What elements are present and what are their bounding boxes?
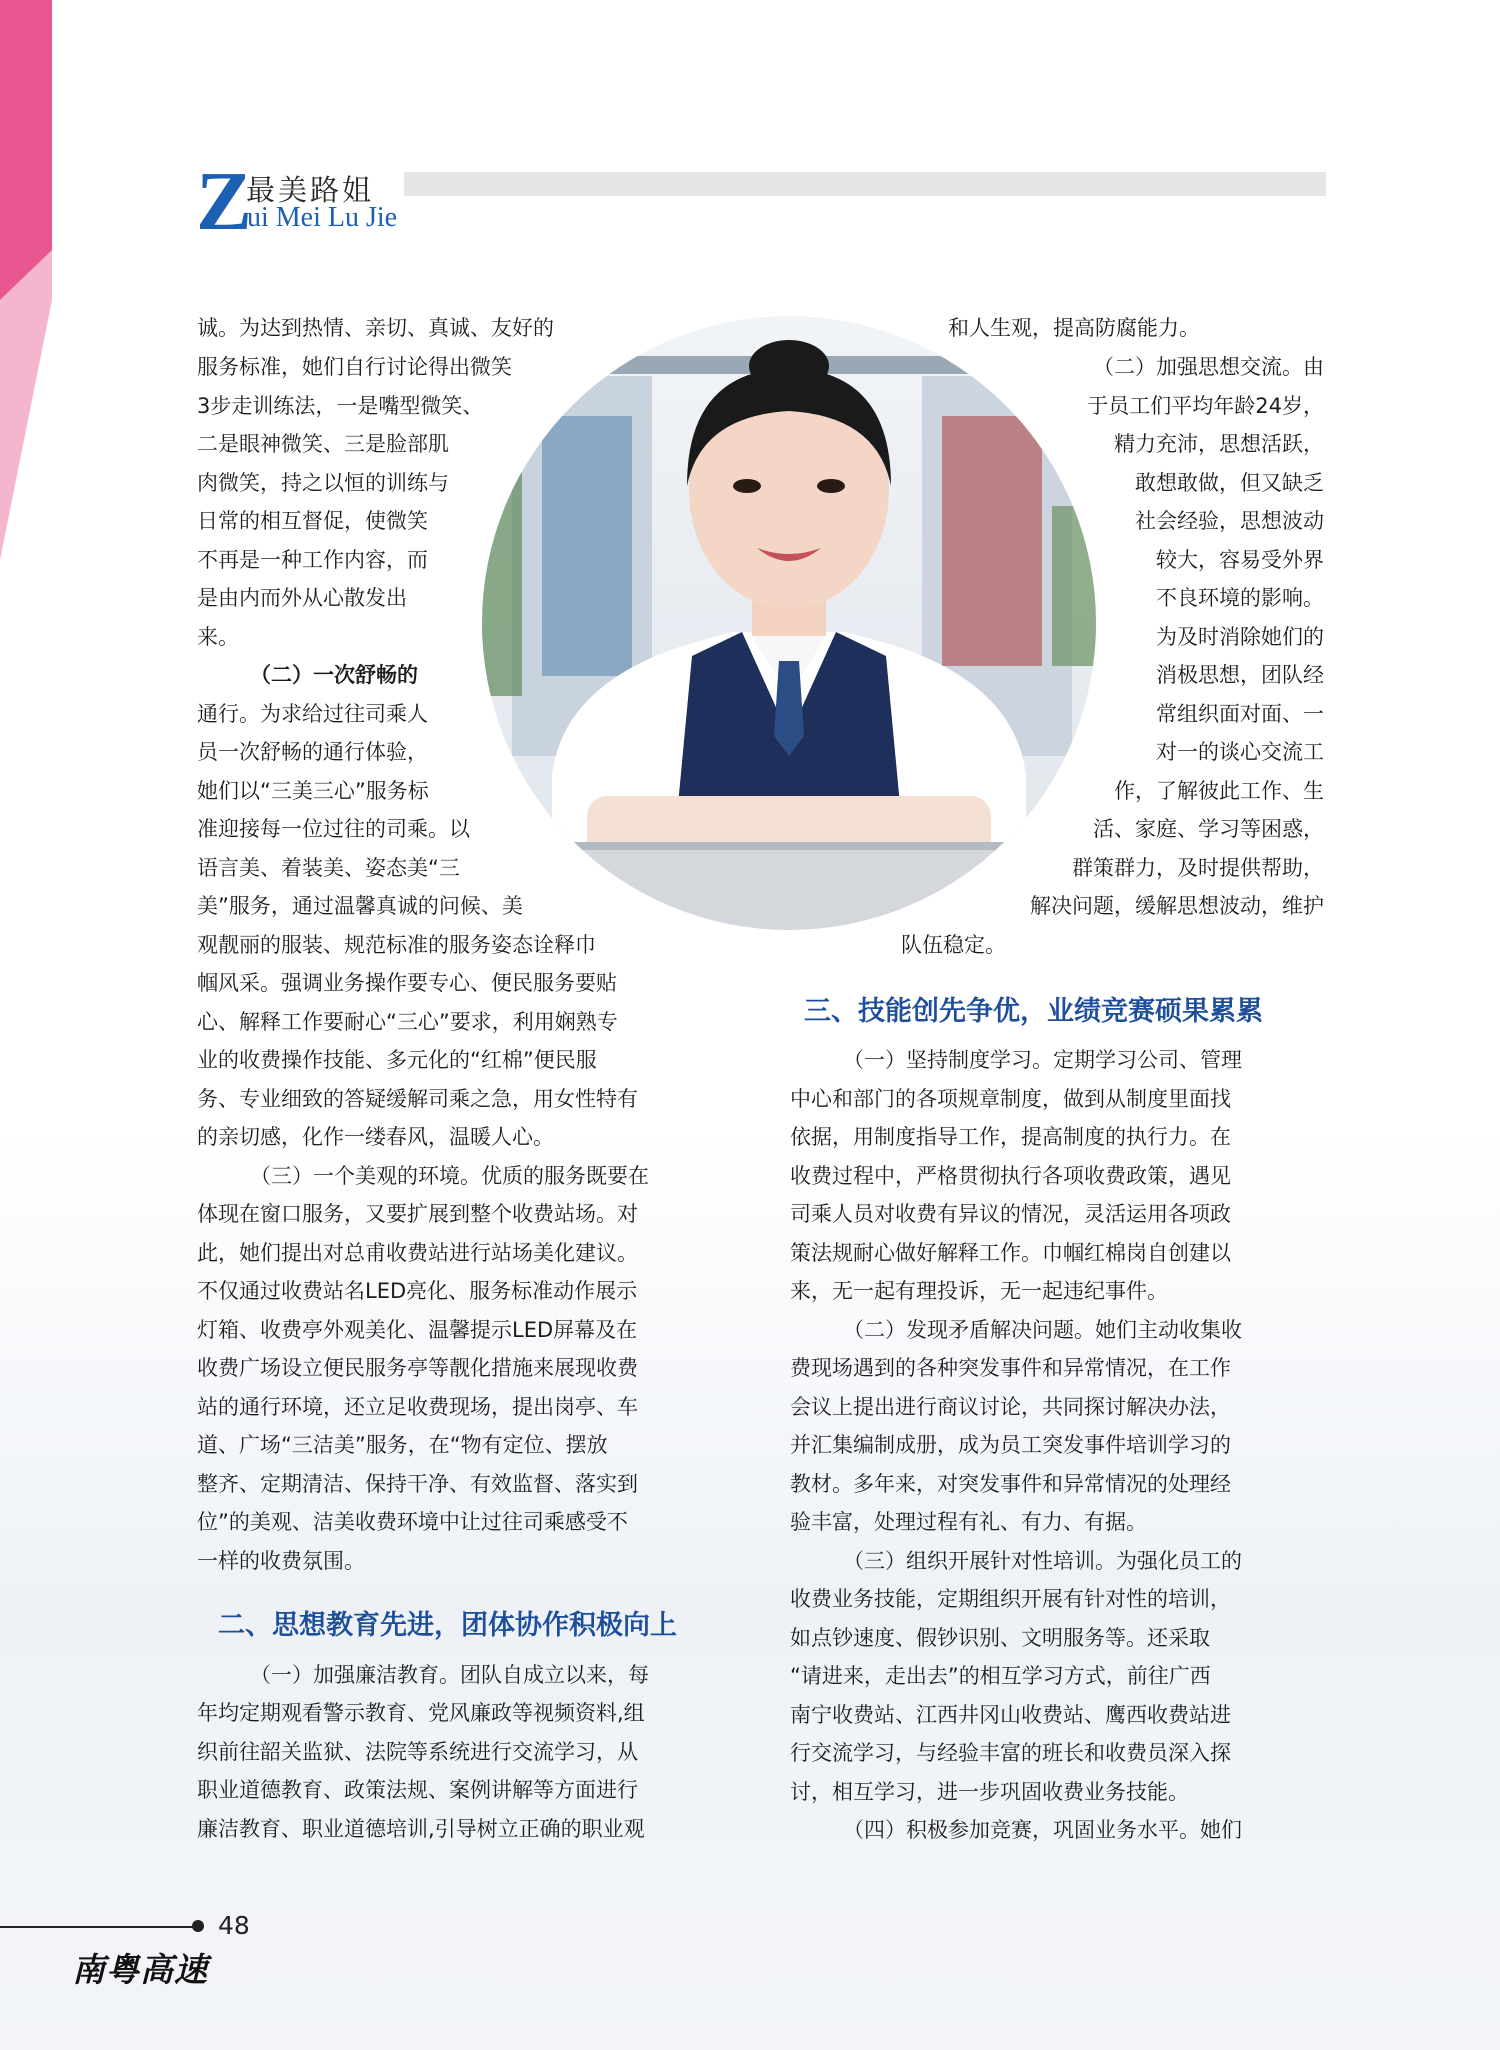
text-line: 道、广场“三洁美”服务，在“物有定位、摆放 [197,1433,608,1457]
text-line: 观靓丽的服装、规范标准的服务姿态诠释巾 [197,933,596,957]
text-line: 灯箱、收费亭外观美化、温馨提示LED屏幕及在 [197,1318,638,1342]
magazine-logo: 南粤高速 [72,1950,208,1989]
section-heading: 三、技能创先争优，业绩竞赛硕果累累 [804,996,1263,1027]
text-line: 司乘人员对收费有异议的情况，灵活运用各项政 [790,1202,1231,1226]
text-line: 诚。为达到热情、亲切、真诚、友好的 [197,316,554,340]
text-line: 准迎接每一位过往的司乘。以 [197,817,470,841]
text-line: 如点钞速度、假钞识别、文明服务等。还采取 [790,1626,1210,1650]
pink-ribbon-decoration [0,0,60,560]
text-line: 不良环境的影响。 [1156,586,1324,610]
text-line: 并汇集编制成册，成为员工突发事件培训学习的 [790,1433,1231,1457]
text-line: 验丰富，处理过程有礼、有力、有据。 [790,1510,1147,1534]
text-line: 解决问题，缓解思想波动，维护 [1030,894,1324,918]
text-line: 年均定期观看警示教育、党风廉政等视频资料,组 [197,1701,645,1725]
text-line: 敢想敢做，但又缺乏 [1135,471,1324,495]
text-line: 位”的美观、洁美收费环境中让过往司乘感受不 [197,1510,628,1534]
text-line: 职业道德教育、政策法规、案例讲解等方面进行 [197,1778,638,1802]
text-line: （四）积极参加竞赛，巩固业务水平。她们 [843,1818,1242,1842]
text-line: 帼风采。强调业务操作要专心、便民服务要贴 [197,971,617,995]
text-line: “请进来，走出去”的相互学习方式，前往广西 [790,1664,1211,1688]
header-title-en: ui Mei Lu Jie [247,202,398,233]
column-header [196,155,1326,248]
subheading-line: （二）一次舒畅的 [250,663,418,687]
text-line: 务、专业细致的答疑缓解司乘之急，用女性特有 [197,1087,638,1111]
text-line: 来，无一起有理投诉，无一起违纪事件。 [790,1279,1168,1303]
text-line: 是由内而外从心散发出 [197,586,407,610]
text-line: 服务标准，她们自行讨论得出微笑 [197,355,512,379]
text-line: 对一的谈心交流工 [1156,740,1324,764]
text-line: 讨，相互学习，进一步巩固收费业务技能。 [790,1780,1189,1804]
text-line: 收费过程中，严格贯彻执行各项收费政策，遇见 [790,1164,1231,1188]
text-line: 精力充沛，思想活跃， [1114,432,1324,456]
text-line: 整齐、定期清洁、保持干净、有效监督、落实到 [197,1472,638,1496]
text-line: 体现在窗口服务，又要扩展到整个收费站场。对 [197,1202,638,1226]
text-line: 语言美、着装美、姿态美“三 [197,856,460,880]
page-number: 48 [218,1911,250,1940]
text-line: 消极思想，团队经 [1156,663,1324,687]
text-line: 费现场遇到的各种突发事件和异常情况，在工作 [790,1356,1231,1380]
text-line: 收费广场设立便民服务亭等靓化措施来展现收费 [197,1356,638,1380]
header-title-zh: 最美路姐 [246,173,375,207]
text-line: 美”服务，通过温馨真诚的问候、美 [197,894,523,918]
text-line: 不再是一种工作内容，而 [197,548,428,572]
subheading-line: （二）发现矛盾解决问题。她们主动收集收 [843,1318,1242,1342]
text-line: 会议上提出进行商议讨论，共同探讨解决办法， [790,1395,1231,1419]
text-line: 策法规耐心做好解释工作。巾帼红棉岗自创建以 [790,1241,1231,1265]
text-line: 通行。为求给过往司乘人 [197,702,428,726]
subheading-line: （二）加强思想交流。由 [1093,355,1324,379]
text-line: 于员工们平均年龄24岁， [1087,394,1324,418]
subheading-line: （三）一个美观的环境。优质的服务既要在 [250,1164,649,1188]
text-line: 日常的相互督促，使微笑 [197,509,428,533]
text-line: 肉微笑，持之以恒的训练与 [197,471,449,495]
text-line: 社会经验，思想波动 [1135,509,1324,533]
text-line: 依据，用制度指导工作，提高制度的执行力。在 [790,1125,1231,1149]
text-line: 站的通行环境，还立足收费现场，提出岗亭、车 [197,1395,638,1419]
subheading-line: （三）组织开展针对性培训。为强化员工的 [843,1549,1242,1573]
text-line: 中心和部门的各项规章制度，做到从制度里面找 [790,1087,1231,1111]
text-line: 3步走训练法，一是嘴型微笑、 [197,394,484,418]
subheading-line: （一）坚持制度学习。定期学习公司、管理 [843,1048,1242,1072]
text-line: 二是眼神微笑、三是脸部肌 [197,432,449,456]
header-initial: Z [196,155,253,248]
footer-rule [0,1926,196,1928]
text-line: 业的收费操作技能、多元化的“红棉”便民服 [197,1048,597,1072]
text-line: 和人生观，提高防腐能力。 [948,316,1200,340]
text-line: 为及时消除她们的 [1156,625,1324,649]
text-line: 心、解释工作要耐心“三心”要求，利用娴熟专 [197,1010,618,1034]
text-line: 一样的收费氛围。 [197,1549,365,1573]
subheading-line: （一）加强廉洁教育。团队自成立以来，每 [250,1663,649,1687]
text-line: 廉洁教育、职业道德培训,引导树立正确的职业观 [197,1817,645,1841]
text-line: 此，她们提出对总甫收费站进行站场美化建议。 [197,1241,638,1265]
text-line: 南宁收费站、江西井冈山收费站、鹰西收费站进 [790,1703,1231,1727]
text-line: 较大，容易受外界 [1156,548,1324,572]
section-heading: 二、思想教育先进，团体协作积极向上 [218,1610,677,1641]
text-line: 员一次舒畅的通行体验， [197,740,428,764]
text-line: 活、家庭、学习等困惑， [1093,817,1324,841]
text-line: 收费业务技能，定期组织开展有针对性的培训， [790,1587,1231,1611]
text-line: 不仅通过收费站名LED亮化、服务标准动作展示 [197,1279,638,1303]
footer-dot [192,1920,204,1932]
staff-portrait-photo [482,316,1096,930]
header-bar [404,172,1326,196]
text-line: 群策群力，及时提供帮助， [1072,856,1324,880]
text-line: 队伍稳定。 [901,933,1006,957]
text-line: 她们以“三美三心”服务标 [197,779,429,803]
text-line: 来。 [197,625,239,649]
text-line: 行交流学习，与经验丰富的班长和收费员深入探 [790,1741,1231,1765]
text-line: 作，了解彼此工作、生 [1114,779,1324,803]
text-line: 的亲切感，化作一缕春风，温暖人心。 [197,1125,554,1149]
text-line: 织前往韶关监狱、法院等系统进行交流学习，从 [197,1740,638,1764]
text-line: 教材。多年来，对突发事件和异常情况的处理经 [790,1472,1231,1496]
text-line: 常组织面对面、一 [1156,702,1324,726]
